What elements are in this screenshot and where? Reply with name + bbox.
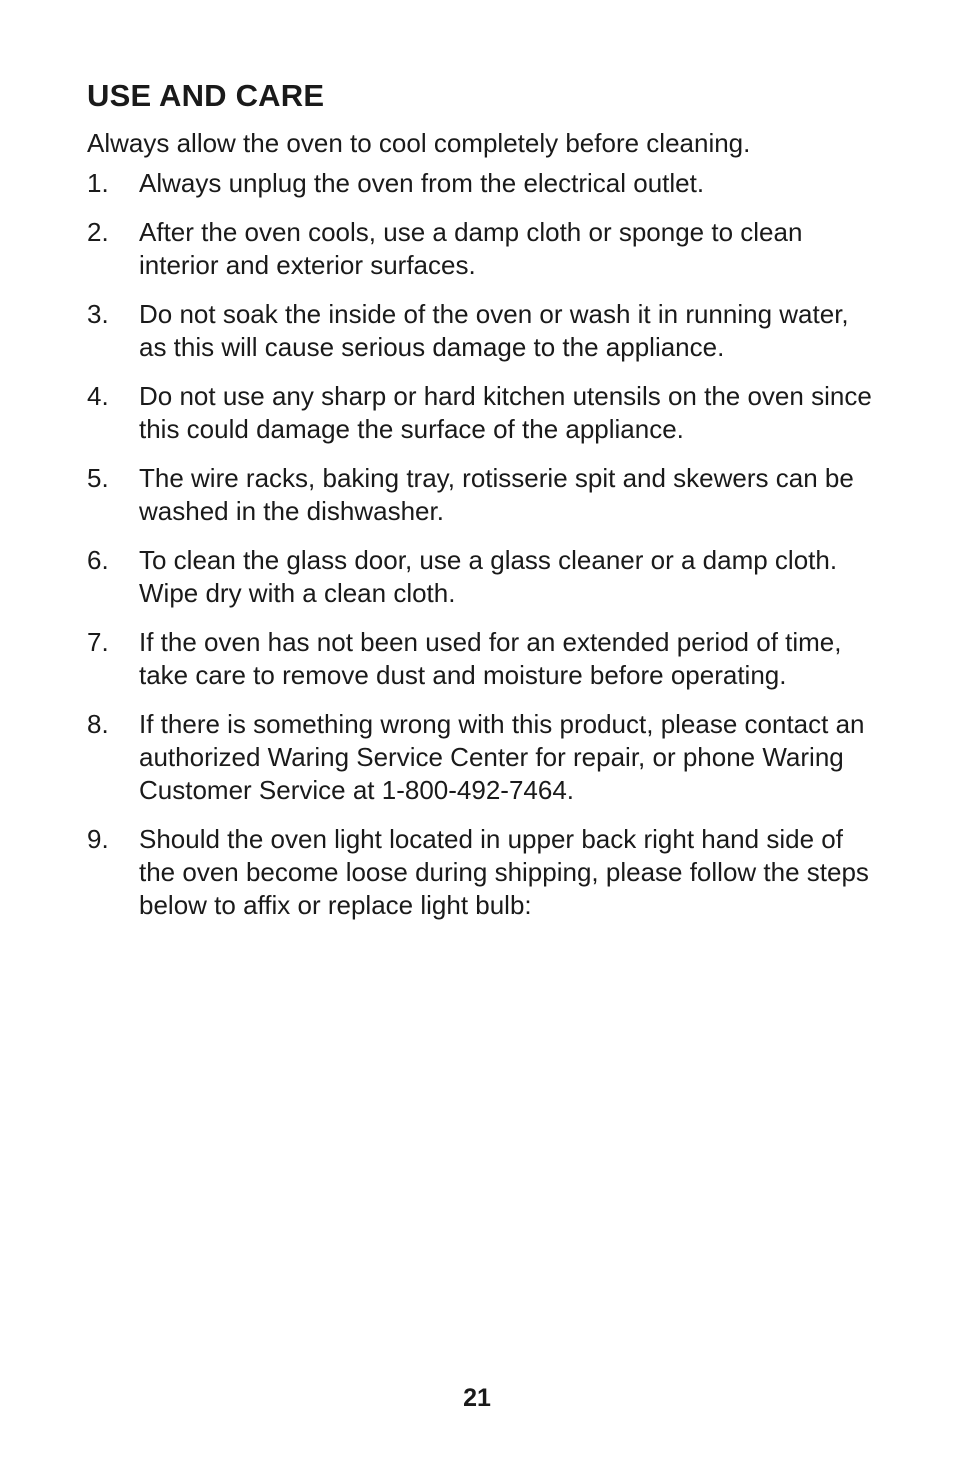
list-item xyxy=(87,462,877,528)
step-number: 1. xyxy=(87,168,109,198)
step-text: Do not use any sharp or hard kitchen utensils on the oven since this could damage the surface of the appliance. xyxy=(139,381,872,444)
page-number: 21 xyxy=(463,1384,491,1412)
step-text: After the oven cools, use a damp cloth or sponge to clean interior and exterior surfaces. xyxy=(139,217,803,280)
list-item xyxy=(87,167,877,200)
step-text: Do not soak the inside of the oven or wash it in running water, as this will cause serious damage to the appliance. xyxy=(139,299,849,362)
step-number: 8. xyxy=(87,709,109,739)
list-item xyxy=(87,380,877,446)
step-number: 5. xyxy=(87,463,109,493)
list-item xyxy=(87,823,877,922)
step-number: 2. xyxy=(87,217,109,247)
step-text: Should the oven light located in upper back right hand side of the oven become loose during shipping, please follow the steps below to affix or replace light bulb: xyxy=(139,824,869,920)
step-number: 4. xyxy=(87,381,109,411)
step-text: The wire racks, baking tray, rotisserie spit and skewers can be washed in the dishwasher. xyxy=(139,463,854,526)
step-number: 6. xyxy=(87,545,109,575)
list-item xyxy=(87,298,877,364)
intro-text: Always allow the oven to cool completely before cleaning. xyxy=(87,128,751,158)
document-page xyxy=(87,78,877,938)
step-number: 9. xyxy=(87,824,109,854)
step-text: If the oven has not been used for an extended period of time, take care to remove dust and moisture before operating. xyxy=(139,627,842,690)
step-text: If there is something wrong with this product, please contact an authorized Waring Service Center for repair, or phone Waring Customer Service at 1-800-492-7464. xyxy=(139,709,865,805)
list-item xyxy=(87,708,877,807)
section-title: USE AND CARE xyxy=(87,78,325,113)
list-item xyxy=(87,216,877,282)
step-number: 3. xyxy=(87,299,109,329)
list-item xyxy=(87,544,877,610)
step-text: Always unplug the oven from the electrical outlet. xyxy=(139,168,705,198)
care-steps-list xyxy=(87,167,877,922)
step-text: To clean the glass door, use a glass cleaner or a damp cloth. Wipe dry with a clean cloth. xyxy=(139,545,838,608)
step-number: 7. xyxy=(87,627,109,657)
list-item xyxy=(87,626,877,692)
